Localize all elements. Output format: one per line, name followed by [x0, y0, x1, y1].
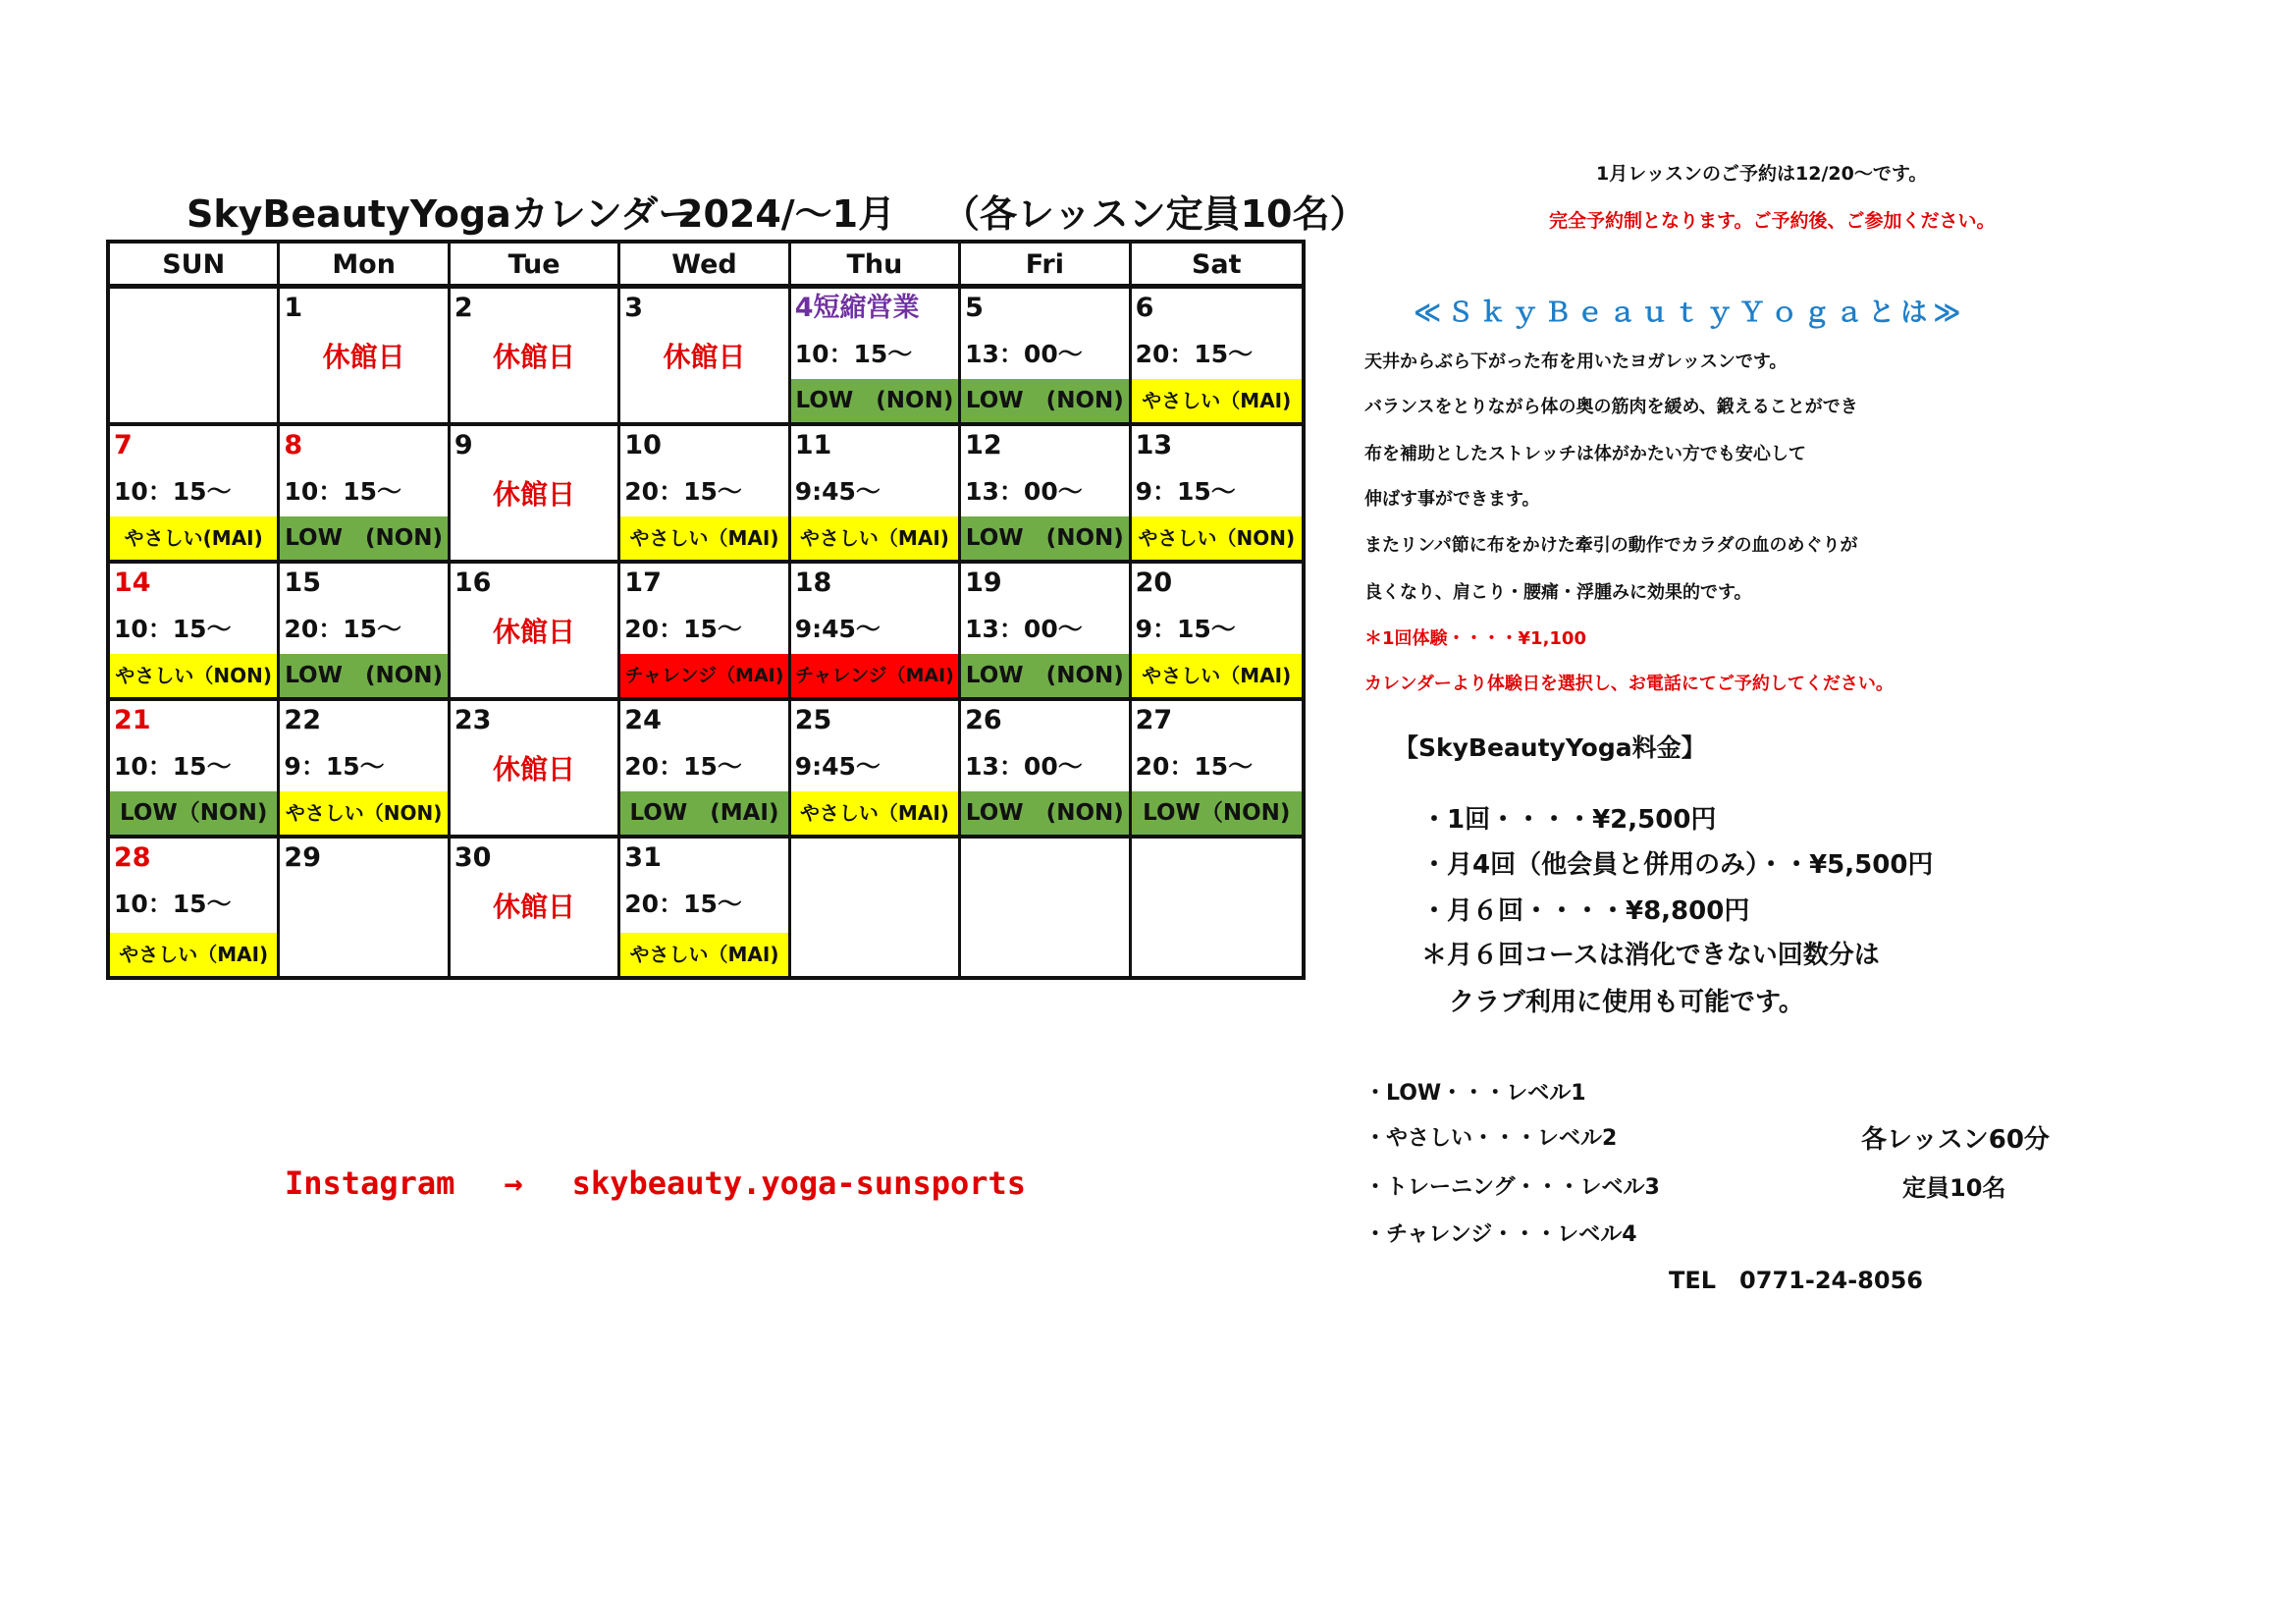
- day-number: 26: [965, 705, 1002, 735]
- lesson-time: 20：15～: [284, 615, 402, 643]
- lesson-tag[interactable]: やさしい（MAI): [110, 933, 277, 976]
- lesson-tag[interactable]: LOW (NON): [791, 379, 958, 422]
- day-cell[interactable]: [280, 701, 450, 839]
- lesson-time: 10：15～: [284, 477, 402, 506]
- lesson-time: 9:45～: [794, 477, 881, 506]
- day-cell[interactable]: [791, 426, 961, 564]
- level-item: ・LOW・・・レベル1: [1364, 1081, 1586, 1106]
- about-line: 天井からぶら下がった布を用いたヨガレッスンです。: [1364, 352, 1788, 372]
- day-number: 31: [624, 842, 662, 873]
- weekday-header: Thu: [791, 244, 961, 289]
- lesson-time: 20：15～: [1135, 340, 1254, 368]
- about-line: バランスをとりながら体の奥の筋肉を緩め、鍛えることができ: [1364, 397, 1858, 417]
- day-cell[interactable]: [110, 839, 280, 976]
- lesson-time: 10：15～: [114, 752, 232, 781]
- day-number: 8: [284, 430, 303, 460]
- lesson-tag[interactable]: やさしい（MAI): [620, 516, 787, 560]
- day-number: 20: [1135, 568, 1173, 598]
- day-number: 5: [965, 293, 984, 323]
- day-cell[interactable]: [1132, 701, 1302, 839]
- day-number: 4短縮営業: [794, 293, 920, 323]
- title-capacity: （各レッスン定員10名）: [942, 192, 1367, 236]
- day-number: 7: [114, 430, 133, 460]
- closed-label: 休館日: [322, 341, 405, 373]
- day-number: 14: [114, 568, 151, 598]
- lesson-time: 10：15～: [794, 340, 913, 368]
- lesson-tag[interactable]: やさしい（NON): [280, 791, 447, 835]
- day-cell[interactable]: [620, 289, 790, 426]
- weekday-header: Tue: [451, 244, 620, 289]
- closed-label: 休館日: [493, 341, 576, 373]
- closed-label: 休館日: [493, 891, 576, 923]
- reservation-note: 完全予約制となります。ご予約後、ご参加ください。: [1549, 210, 1996, 232]
- pricing-note: ＊月６回コースは消化できない回数分は: [1421, 941, 1880, 970]
- day-number: 18: [794, 568, 832, 598]
- about-line: またリンパ節に布をかけた牽引の動作でカラダの血のめぐりが: [1364, 535, 1858, 556]
- level-item: ・チャレンジ・・・レベル4: [1364, 1222, 1637, 1247]
- lesson-tag[interactable]: LOW (NON): [280, 516, 447, 560]
- lesson-tag[interactable]: やさしい（MAI): [791, 791, 958, 835]
- instagram-handle[interactable]: skybeauty.yoga-sunsports: [571, 1164, 1027, 1202]
- day-number: 29: [284, 842, 321, 873]
- day-cell[interactable]: [451, 564, 620, 701]
- lesson-tag[interactable]: LOW (NON): [961, 516, 1128, 560]
- calendar-title: [187, 187, 1414, 242]
- day-number: 22: [284, 705, 321, 735]
- level-item: ・やさしい・・・レベル2: [1364, 1126, 1618, 1151]
- pricing-title: 【SkyBeautyYoga料金】: [1394, 733, 1706, 762]
- day-number: 19: [965, 568, 1002, 598]
- lesson-time: 13：00～: [965, 477, 1083, 506]
- lesson-time: 10：15～: [114, 615, 232, 643]
- lesson-tag[interactable]: やさしい（NON): [1132, 516, 1302, 560]
- day-cell: [1132, 839, 1302, 976]
- lesson-time: 20：15～: [624, 890, 742, 918]
- day-cell[interactable]: [791, 701, 961, 839]
- lesson-time: 10：15～: [114, 477, 232, 506]
- lesson-capacity: 定員10名: [1902, 1174, 2006, 1202]
- day-cell[interactable]: [961, 426, 1131, 564]
- lesson-tag[interactable]: やさしい（MAI): [620, 933, 787, 976]
- phone-number[interactable]: TEL 0771-24-8056: [1669, 1267, 1923, 1294]
- lesson-time: 20：15～: [1135, 752, 1254, 781]
- day-cell: [961, 839, 1131, 976]
- lesson-time: 10：15～: [114, 890, 232, 918]
- day-cell[interactable]: [280, 289, 450, 426]
- price-item: ・月4回（他会員と併用のみ）・・¥5,500円: [1421, 850, 1934, 880]
- lesson-tag[interactable]: LOW (NON): [961, 379, 1128, 422]
- day-number: 10: [624, 430, 662, 460]
- day-cell[interactable]: [451, 701, 620, 839]
- about-line: 布を補助としたストレッチは体がかたい方でも安心して: [1364, 444, 1806, 464]
- weekday-header: Fri: [961, 244, 1131, 289]
- day-number: 2: [454, 293, 473, 323]
- day-number: 23: [454, 705, 492, 735]
- lesson-tag[interactable]: LOW（NON): [1132, 791, 1302, 835]
- lesson-duration: 各レッスン60分: [1861, 1125, 2050, 1155]
- calendar-grid: [106, 240, 1306, 980]
- pricing-note: クラブ利用に使用も可能です。: [1449, 988, 1804, 1017]
- price-item: ・月６回・・・・¥8,800円: [1421, 896, 1750, 926]
- day-cell[interactable]: [961, 289, 1131, 426]
- price-item: ・1回・・・・¥2,500円: [1421, 805, 1717, 835]
- day-cell[interactable]: [110, 426, 280, 564]
- lesson-tag[interactable]: LOW (NON): [961, 791, 1128, 835]
- title-main: SkyBeautyYogaカレンダー: [187, 192, 696, 236]
- day-cell[interactable]: [791, 564, 961, 701]
- day-number: 16: [454, 568, 492, 598]
- trial-price: ＊1回体験・・・・¥1,100: [1364, 628, 1586, 649]
- lesson-time: 13：00～: [965, 752, 1083, 781]
- day-cell[interactable]: [280, 839, 450, 976]
- lesson-tag[interactable]: やさしい（MAI): [791, 516, 958, 560]
- day-cell[interactable]: [1132, 426, 1302, 564]
- day-number: 30: [454, 842, 492, 873]
- lesson-time: 20：15～: [624, 752, 742, 781]
- day-number: 21: [114, 705, 151, 735]
- closed-label: 休館日: [493, 616, 576, 648]
- about-line: 良くなり、肩こり・腰痛・浮腫みに効果的です。: [1364, 582, 1752, 603]
- day-cell[interactable]: [451, 839, 620, 976]
- day-number: 25: [794, 705, 832, 735]
- lesson-time: 9：15～: [1135, 477, 1236, 506]
- day-number: 17: [624, 568, 662, 598]
- lesson-time: 9：15～: [284, 752, 385, 781]
- lesson-time: 20：15～: [624, 477, 742, 506]
- day-cell[interactable]: [620, 426, 790, 564]
- day-cell[interactable]: [280, 564, 450, 701]
- day-cell[interactable]: [110, 701, 280, 839]
- closed-label: 休館日: [493, 753, 576, 785]
- instagram-label: Instagram: [285, 1164, 455, 1202]
- day-cell[interactable]: [620, 839, 790, 976]
- day-cell: [110, 289, 280, 426]
- day-cell[interactable]: [961, 701, 1131, 839]
- day-number: 24: [624, 705, 662, 735]
- lesson-tag[interactable]: やさしい(MAI): [110, 516, 277, 560]
- day-cell[interactable]: [1132, 564, 1302, 701]
- lesson-time: 9:45～: [794, 752, 881, 781]
- day-cell[interactable]: [791, 289, 961, 426]
- trial-note: カレンダーより体験日を選択し、お電話にてご予約してください。: [1364, 674, 1894, 694]
- day-number: 15: [284, 568, 321, 598]
- closed-label: 休館日: [663, 341, 746, 373]
- day-cell: [791, 839, 961, 976]
- lesson-tag[interactable]: やさしい（NON): [110, 654, 277, 697]
- day-cell[interactable]: [110, 564, 280, 701]
- lesson-time: 13：00～: [965, 615, 1083, 643]
- reservation-start: 1月レッスンのご予約は12/20～です。: [1596, 163, 1928, 185]
- weekday-header: Wed: [620, 244, 790, 289]
- day-number: 9: [454, 430, 473, 460]
- instagram-line: [285, 1164, 1026, 1202]
- lesson-time: 13：00～: [965, 340, 1083, 368]
- day-cell[interactable]: [1132, 289, 1302, 426]
- level-item: ・トレーニング・・・レベル3: [1364, 1175, 1660, 1200]
- about-line: 伸ばす事ができます。: [1364, 489, 1540, 510]
- lesson-tag[interactable]: LOW (NON): [961, 654, 1128, 697]
- lesson-tag[interactable]: LOW（NON): [110, 791, 277, 835]
- closed-label: 休館日: [493, 478, 576, 511]
- day-cell[interactable]: [451, 289, 620, 426]
- weekday-header: Mon: [280, 244, 450, 289]
- lesson-tag[interactable]: やさしい（MAI): [1132, 379, 1302, 422]
- day-number: 1: [284, 293, 303, 323]
- title-month: 2024/～1月: [677, 192, 896, 236]
- lesson-time: 9:45～: [794, 615, 881, 643]
- day-number: 28: [114, 842, 151, 873]
- weekday-header: SUN: [110, 244, 280, 289]
- day-cell[interactable]: [620, 564, 790, 701]
- day-cell[interactable]: [280, 426, 450, 564]
- arrow-right-icon: →: [504, 1164, 523, 1202]
- about-title: ≪ＳｋｙＢｅａｕｔｙＹｏｇａとは≫: [1414, 298, 1967, 328]
- day-number: 27: [1135, 705, 1173, 735]
- day-number: 11: [794, 430, 832, 460]
- day-cell[interactable]: [620, 701, 790, 839]
- lesson-tag[interactable]: チャレンジ（MAI): [620, 654, 787, 697]
- lesson-time: 20：15～: [624, 615, 742, 643]
- lesson-tag[interactable]: LOW (NON): [280, 654, 447, 697]
- day-cell[interactable]: [451, 426, 620, 564]
- day-number: 13: [1135, 430, 1173, 460]
- day-number: 12: [965, 430, 1002, 460]
- lesson-tag[interactable]: LOW (MAI): [620, 791, 787, 835]
- lesson-time: 9：15～: [1135, 615, 1236, 643]
- weekday-header: Sat: [1132, 244, 1302, 289]
- day-cell[interactable]: [961, 564, 1131, 701]
- lesson-tag[interactable]: やさしい（MAI): [1132, 654, 1302, 697]
- lesson-tag[interactable]: チャレンジ（MAI): [791, 654, 958, 697]
- day-number: 6: [1135, 293, 1154, 323]
- day-number: 3: [624, 293, 644, 323]
